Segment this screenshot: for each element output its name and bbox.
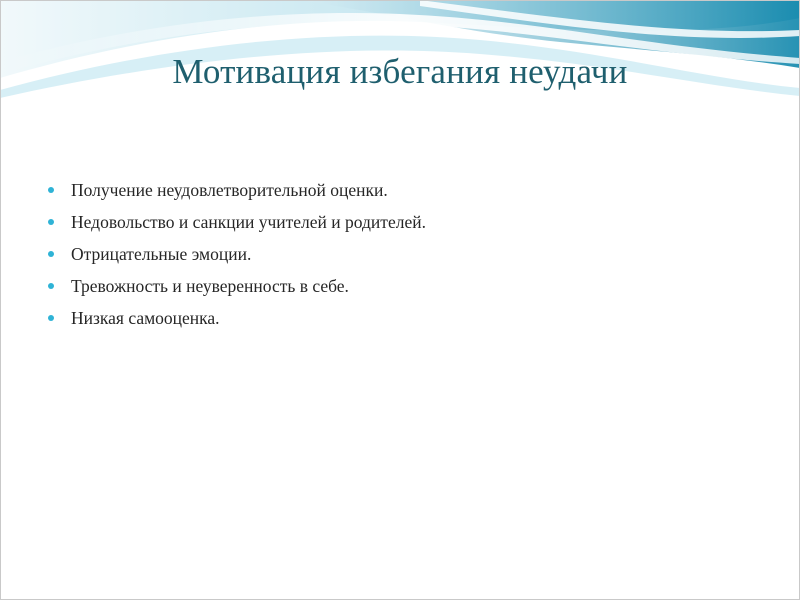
bullet-text: Тревожность и неуверенность в себе. (71, 275, 349, 296)
bullet-marker-icon (48, 187, 54, 193)
bullet-text: Недовольство и санкции учителей и родителей. (71, 211, 426, 232)
bullet-text: Получение неудовлетворительной оценки. (71, 179, 388, 200)
bullet-list (48, 174, 426, 334)
bullet-text: Отрицательные эмоции. (71, 243, 252, 264)
bullet-item (48, 270, 426, 302)
bullet-marker-icon (48, 219, 54, 225)
bullet-marker-icon (48, 315, 54, 321)
bullet-marker-icon (48, 251, 54, 257)
bullet-item (48, 302, 426, 334)
bullet-item (48, 238, 426, 270)
bullet-text: Низкая самооценка. (71, 307, 220, 328)
slide-title: Мотивация избегания неудачи (172, 52, 628, 91)
bullet-marker-icon (48, 283, 54, 289)
bullet-item (48, 174, 426, 206)
bullet-item (48, 206, 426, 238)
